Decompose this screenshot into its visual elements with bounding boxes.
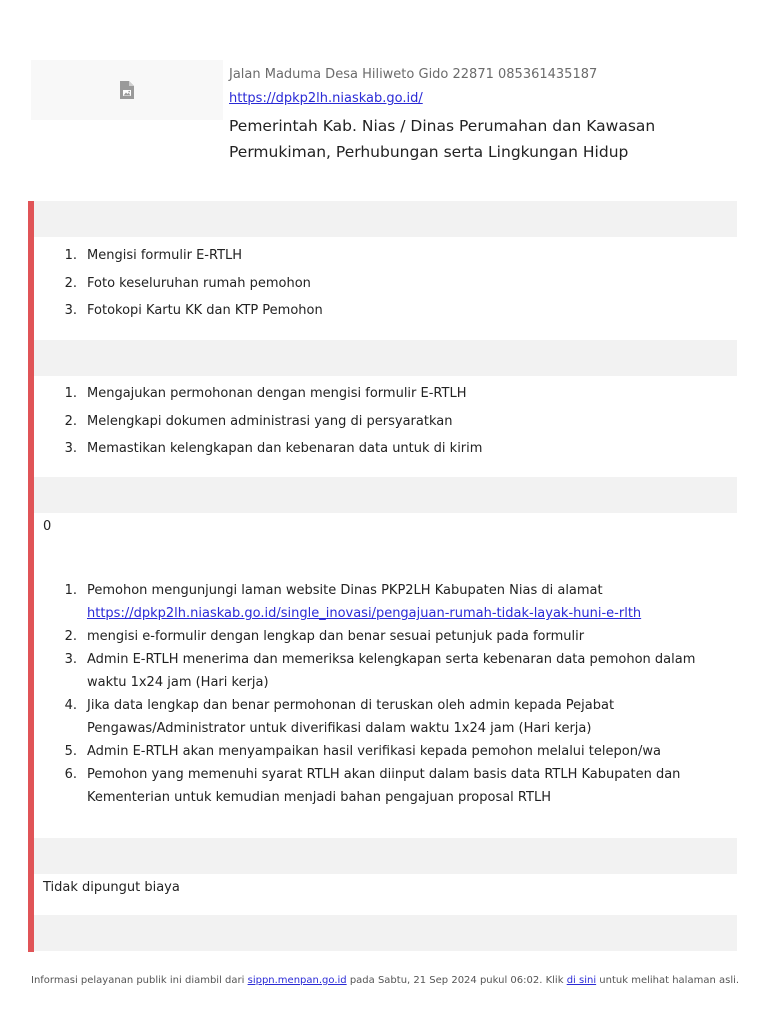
list-item: Mengisi formulir E-RTLH xyxy=(87,248,243,263)
list-item: mengisi e-formulir dengan lengkap dan benar sesuai petunjuk pada formulir xyxy=(87,629,585,644)
footer-middle: pada Sabtu, 21 Sep 2024 pukul 06:02. Klik xyxy=(349,975,564,986)
agency-website-link[interactable]: https://dpkp2lh.niaskab.go.id/ xyxy=(229,91,423,106)
zero-value: 0 xyxy=(43,519,52,534)
section-header-bar xyxy=(34,201,737,237)
original-page-link[interactable]: di sini xyxy=(566,975,597,986)
list-item: Mengajukan permohonan dengan mengisi formulir E-RTLH xyxy=(87,386,467,401)
list-item: Fotokopi Kartu KK dan KTP Pemohon xyxy=(87,303,323,318)
source-footer xyxy=(31,974,751,988)
source-link[interactable]: sippn.menpan.go.id xyxy=(247,975,347,986)
agency-address: Jalan Maduma Desa Hiliweto Gido 22871 085361435187 xyxy=(229,67,598,82)
procedure-list xyxy=(34,579,734,809)
list-item: Memastikan kelengkapan dan kebenaran data untuk di kirim xyxy=(87,441,483,456)
list-item: Admin E-RTLH menerima dan memeriksa kelengkapan serta kebenaran data pemohon dalam waktu 1x24 jam (Hari kerja) xyxy=(87,652,696,690)
fee-text: Tidak dipungut biaya xyxy=(43,880,180,895)
list-item: Foto keseluruhan rumah pemohon xyxy=(87,275,311,291)
logo-placeholder xyxy=(31,60,223,120)
obligations-list xyxy=(34,382,734,460)
list-item: Melengkapi dokumen administrasi yang di persyaratkan xyxy=(87,413,453,429)
agency-header xyxy=(229,66,749,165)
requirements-list xyxy=(34,244,734,322)
procedure-step-text: Pemohon mengunjungi laman website Dinas PKP2LH Kabupaten Nias di alamat xyxy=(87,583,603,598)
section-header-bar xyxy=(34,838,737,874)
section-header-bar xyxy=(34,477,737,513)
section-header-bar xyxy=(34,915,737,951)
footer-suffix: untuk melihat halaman asli. xyxy=(599,975,740,986)
list-item: Admin E-RTLH akan menyampaikan hasil verifikasi kepada pemohon melalui telepon/wa xyxy=(87,744,661,759)
list-item: Jika data lengkap dan benar permohonan di teruskan oleh admin kepada Pejabat Pengawas/Administrator untuk diverifikasi dalam waktu 1x24 jam (Hari kerja) xyxy=(87,698,615,736)
list-item xyxy=(81,579,734,625)
service-details xyxy=(28,201,737,952)
section-header-bar xyxy=(34,340,737,376)
agency-name: Pemerintah Kab. Nias / Dinas Perumahan dan Kawasan Permukiman, Perhubungan serta Lingkungan Hidup xyxy=(229,117,656,161)
image-file-icon xyxy=(119,80,135,100)
e-rtlh-form-link[interactable]: https://dpkp2lh.niaskab.go.id/single_inovasi/pengajuan-rumah-tidak-layak-huni-e-rlth xyxy=(87,606,642,621)
footer-prefix: Informasi pelayanan publik ini diambil dari xyxy=(31,975,245,986)
list-item: Pemohon yang memenuhi syarat RTLH akan diinput dalam basis data RTLH Kabupaten dan Kementerian untuk kemudian menjadi bahan pengajuan proposal RTLH xyxy=(87,767,681,805)
